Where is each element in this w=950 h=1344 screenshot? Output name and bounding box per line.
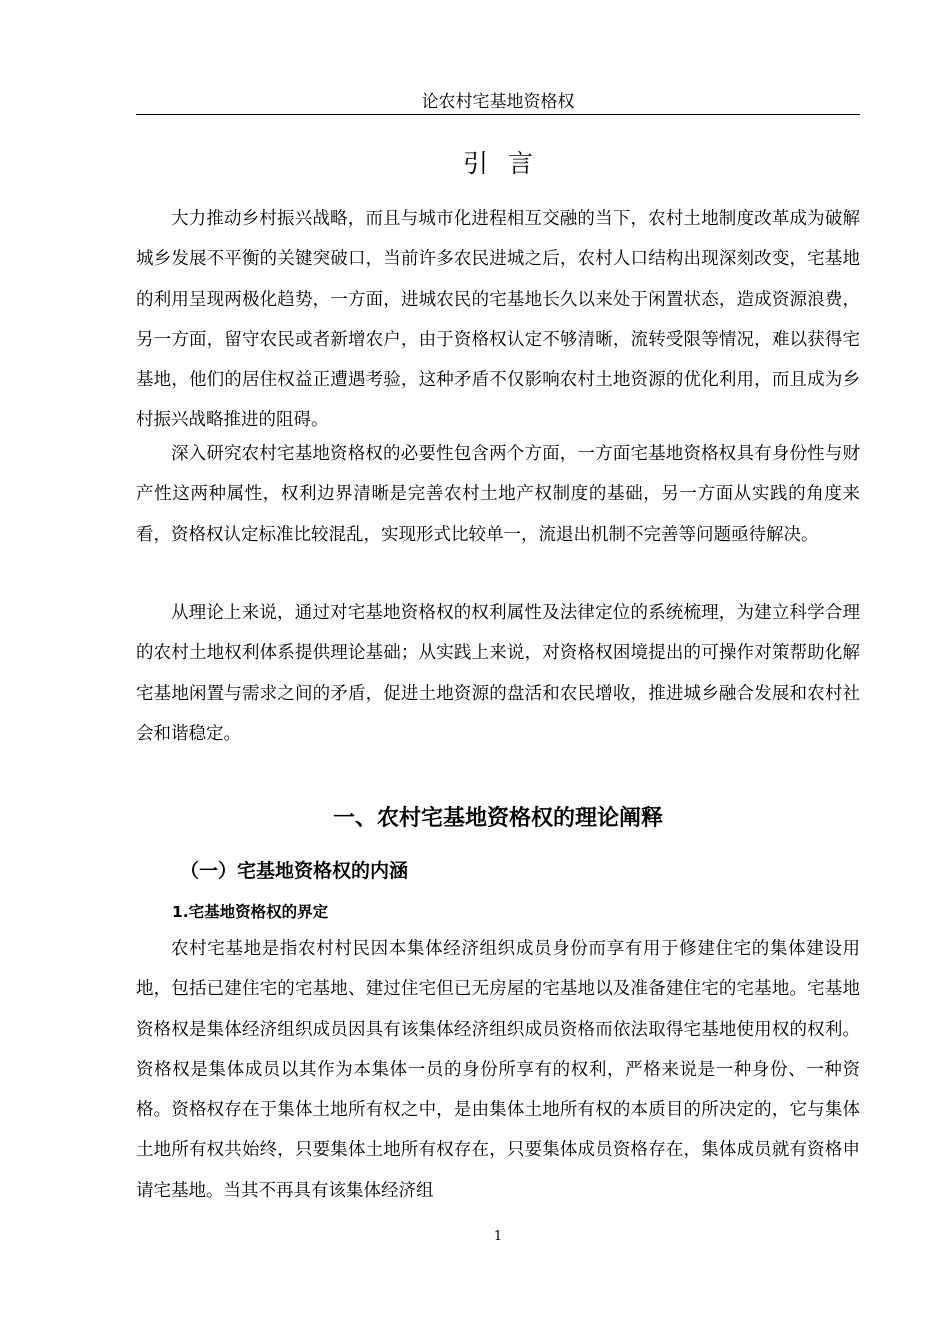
chapter-heading: 一、农村宅基地资格权的理论阐释	[332, 806, 663, 831]
definition-paragraph: 农村宅基地是指农村村民因本集体经济组织成员身份而享有用于修建住宅的集体建设用地，包括已建住宅的宅基地、建过住宅但已无房屋的宅基地以及准备建住宅的宅基地。宅基地资格权是集体经济组织成员因具有该集体经济组织成员资格而依法取得宅基地使用权的权利。资格权是集体成员以其作为本集体一员的身份所享有的权利，严格来说是一种身份、一种资格。资格权存在于集体土地所有权之中，是由集体土地所有权的本质目的所决定的，它与集体土地所有权共始终，只要集体土地所有权存在，只要集体成员资格存在，集体成员就有资格申请宅基地。当其不再具有该集体经济组	[136, 939, 860, 1201]
section-heading: （一）宅基地资格权的内涵	[180, 860, 409, 882]
intro-paragraph-1-block	[136, 199, 860, 441]
subsection-heading: 1.宅基地资格权的界定	[172, 903, 329, 921]
intro-paragraph-3-block	[136, 593, 860, 754]
intro-paragraph-1: 大力推动乡村振兴战略，而且与城市化进程相互交融的当下，农村土地制度改革成为破解城乡发展不平衡的关键突破口，当前许多农民进城之后，农村人口结构出现深刻改变，宅基地的利用呈现两极化趋势，一方面，进城农民的宅基地长久以来处于闲置状态，造成资源浪费，另一方面，留守农民或者新增农户，由于资格权认定不够清晰，流转受限等情况，难以获得宅基地，他们的居住权益正遭遇考验，这种矛盾不仅影响农村土地资源的优化利用，而且成为乡村振兴战略推进的阻碍。	[136, 209, 860, 431]
page-number: 1	[493, 1229, 503, 1244]
intro-paragraph-3: 从理论上来说，通过对宅基地资格权的权利属性及法律定位的系统梳理，为建立科学合理的农村土地权利体系提供理论基础；从实践上来说，对资格权困境提出的可操作对策帮助化解宅基地闲置与需求之间的矛盾，促进土地资源的盘活和农民增收，推进城乡融合发展和农村社会和谐稳定。	[136, 603, 860, 744]
header-rule	[136, 114, 860, 115]
definition-paragraph-block	[136, 929, 860, 1211]
intro-paragraph-2: 深入研究农村宅基地资格权的必要性包含两个方面，一方面宅基地资格权具有身份性与财产性这两种属性，权利边界清晰是完善农村土地产权制度的基础，另一方面从实践的角度来看，资格权认定标准比较混乱，实现形式比较单一，流退出机制不完善等问题亟待解决。	[136, 444, 860, 545]
intro-paragraph-2-block	[136, 434, 860, 555]
running-header: 论农村宅基地资格权	[421, 92, 575, 112]
intro-heading: 引言	[462, 149, 553, 178]
